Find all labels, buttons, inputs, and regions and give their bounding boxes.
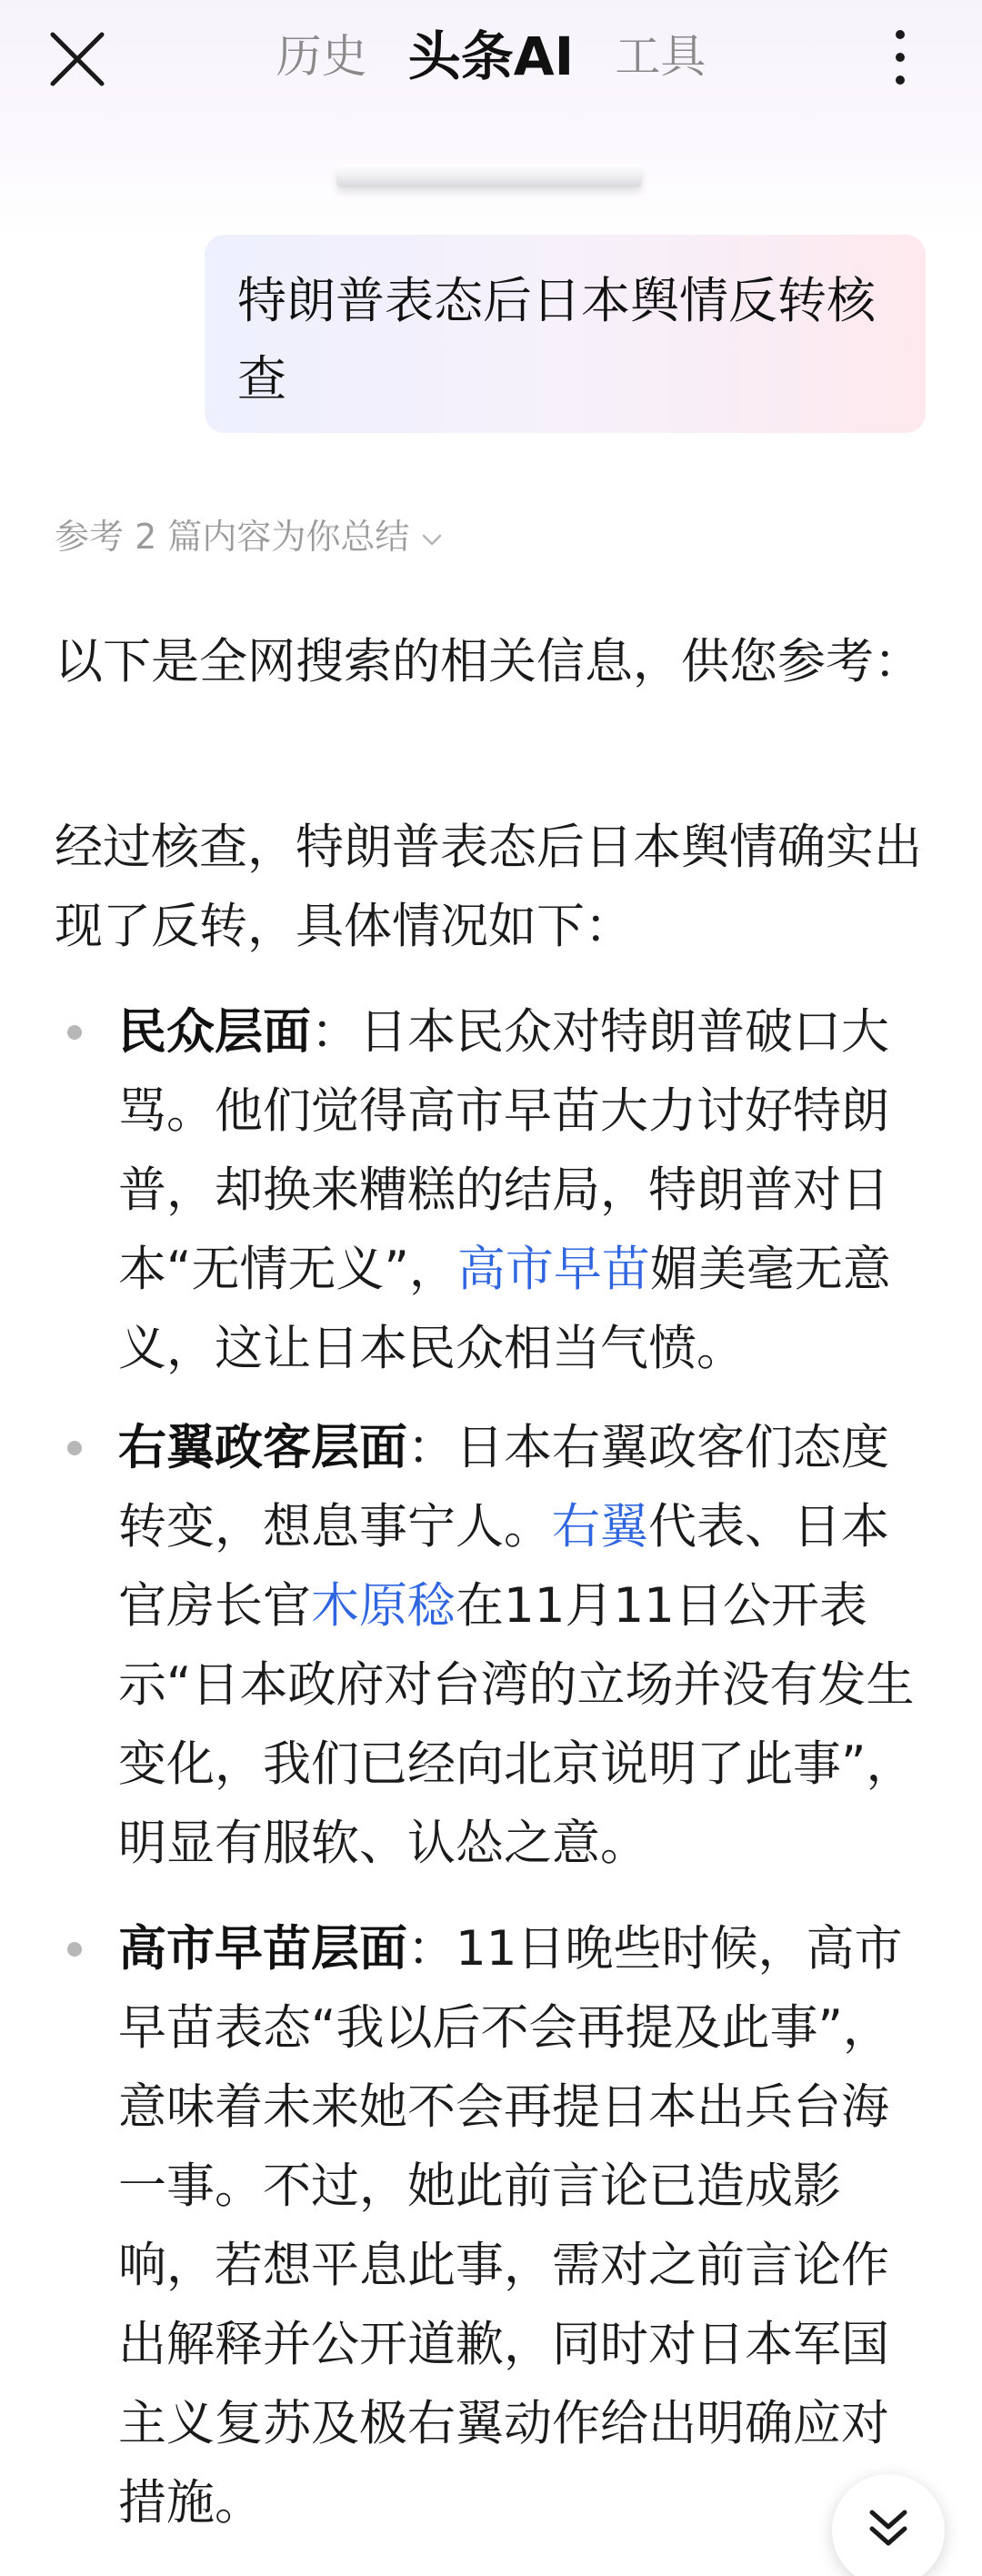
tab-toutiao-ai[interactable]: 头条AI: [407, 25, 575, 87]
bullet-text: ：日本民众对特朗普破口大骂。他们觉得高市早苗大力讨好特朗普，却换来糟糕的结局，特朗普对日本“无情无义”，: [118, 1004, 889, 1297]
sources-summary-toggle[interactable]: [55, 509, 444, 564]
entity-link-kihara[interactable]: 木原稔: [311, 1578, 456, 1634]
user-query-text: 特朗普表态后日本舆情反转核查: [237, 272, 876, 408]
tab-history[interactable]: 历史: [276, 30, 367, 83]
bullet-text: ：日本右翼政客们态度转变，想息事宁人。: [118, 1420, 889, 1555]
answer-summary: 经过核查，特朗普表态后日本舆情确实出现了反转，具体情况如下：: [55, 820, 922, 954]
bullet-text: 代表、日本官房长官: [118, 1499, 889, 1634]
bullet-dot-icon: [67, 1025, 82, 1040]
user-query-bubble: [205, 235, 926, 433]
list-item: [118, 992, 927, 1388]
bullet-dot-icon: [67, 1441, 82, 1455]
chevron-down-icon: [420, 528, 444, 551]
answer-intro: 以下是全网搜索的相关信息，供您参考：: [55, 634, 922, 689]
drag-handle: [336, 164, 642, 187]
bullet-heading: 民众层面: [118, 1004, 311, 1060]
bullet-text: 媚美毫无意义，这让日本民众相当气愤。: [118, 1242, 891, 1376]
entity-link-takaichi[interactable]: 高市早苗: [456, 1242, 650, 1297]
more-options-button[interactable]: [873, 25, 927, 89]
bullet-text: ：11日晚些时候，高市早苗表态“我以后不会再提及此事”，意味着未来她不会再提日本出兵台海一事。不过，她此前言论已造成影响，若想平息此事，需对之前言论作出解释并公开道歉，同时对日本军国主义复苏及极右翼动作给出明确应对措施。: [118, 1921, 903, 2531]
list-item: [118, 1909, 927, 2542]
scroll-to-bottom-button[interactable]: [832, 2474, 945, 2576]
list-item: [118, 1408, 927, 1883]
tab-bar: [0, 20, 982, 93]
double-chevron-down-icon: [861, 2500, 916, 2554]
bullet-text: 在11月11日公开表示“日本政府对台湾的立场并没有发生变化，我们已经向北京说明了此事”，明显有服软、认怂之意。: [118, 1578, 915, 1871]
more-vertical-icon: [873, 25, 927, 89]
entity-link-right-wing[interactable]: 右翼: [552, 1499, 648, 1555]
bullet-dot-icon: [67, 1942, 82, 1957]
bullet-heading: 高市早苗层面: [118, 1921, 407, 1977]
top-navigation-bar: [0, 0, 982, 118]
sources-summary-label: 参考 2 篇内容为你总结: [55, 517, 410, 557]
tab-tools[interactable]: 工具: [615, 30, 706, 83]
bullet-heading: 右翼政客层面: [118, 1420, 407, 1475]
